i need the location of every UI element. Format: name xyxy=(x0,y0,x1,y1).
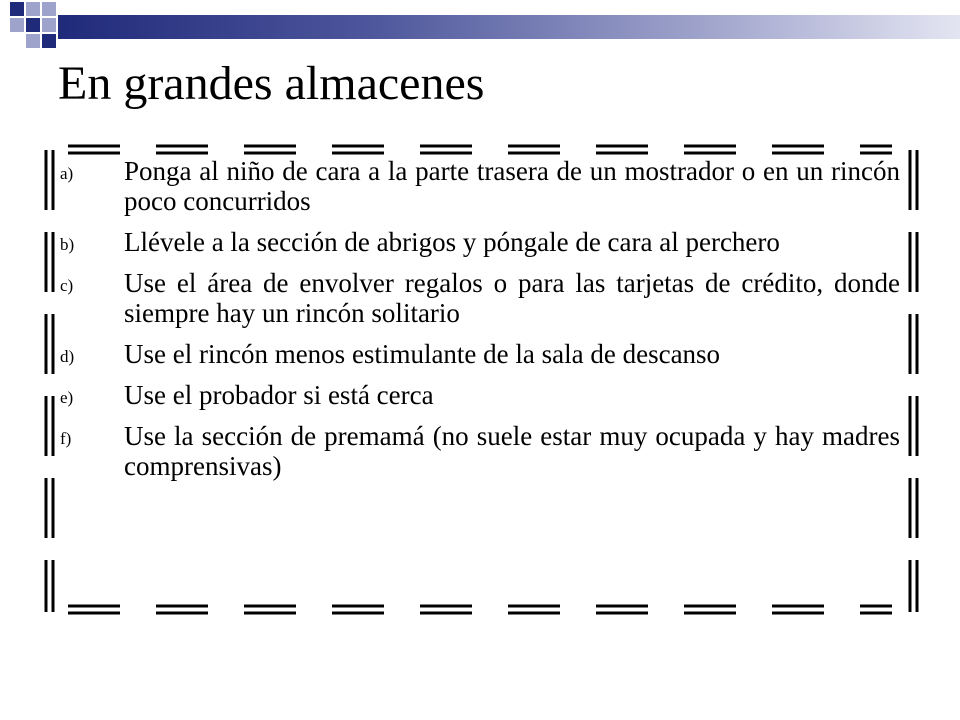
item-marker: a) xyxy=(60,164,74,183)
item-list xyxy=(60,156,900,492)
list-item xyxy=(60,268,900,328)
item-text: Use el probador si está cerca xyxy=(124,380,434,410)
list-item xyxy=(60,380,900,410)
list-item xyxy=(60,339,900,369)
list-item xyxy=(60,156,900,216)
item-marker: e) xyxy=(60,388,74,407)
list-item xyxy=(60,227,900,257)
slide-title: En grandes almacenes xyxy=(58,57,485,110)
item-text: Use el rincón menos estimulante de la sala de descanso xyxy=(124,339,721,369)
list-item xyxy=(60,421,900,481)
item-text: Llévele a la sección de abrigos y póngale de cara al perchero xyxy=(124,227,780,257)
item-text: Use la sección de premamá (no suele estar muy ocupada y hay madres comprensivas) xyxy=(124,421,900,481)
item-marker: c) xyxy=(60,276,74,295)
item-marker: f) xyxy=(60,429,72,448)
item-marker: d) xyxy=(60,347,75,366)
item-text: Use el área de envolver regalos o para las tarjetas de crédito, donde siempre hay un rincón solitario xyxy=(124,268,900,328)
item-marker: b) xyxy=(60,235,75,254)
item-text: Ponga al niño de cara a la parte trasera de un mostrador o en un rincón poco concurridos xyxy=(124,156,900,216)
